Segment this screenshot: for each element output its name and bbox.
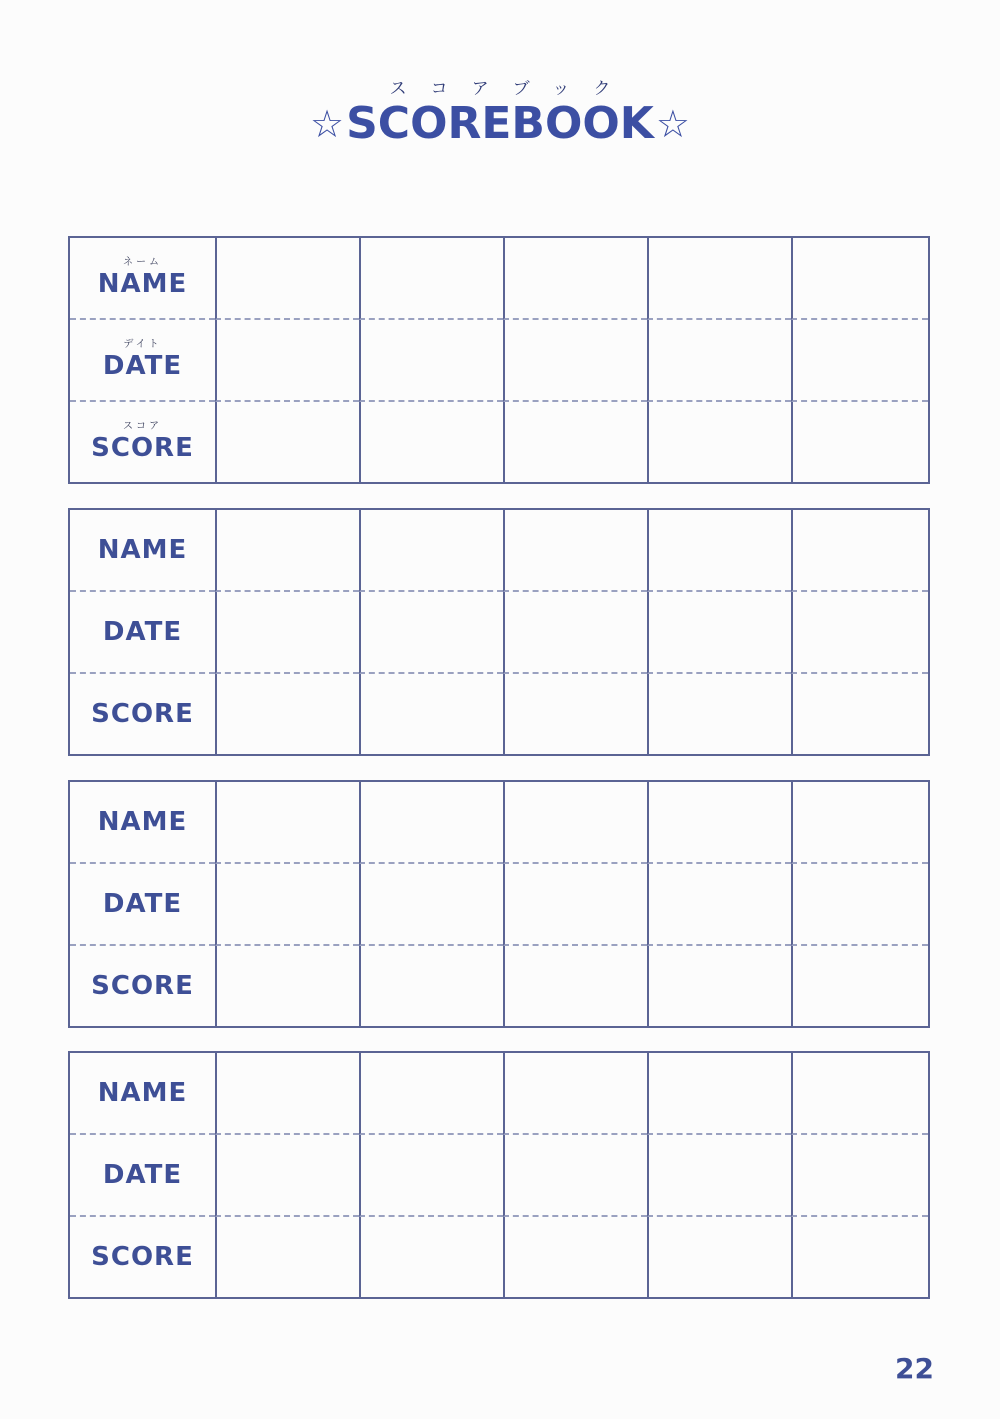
entry-cell	[215, 864, 359, 946]
entry-cell	[503, 674, 647, 754]
entry-cell	[215, 1053, 359, 1135]
entry-cell	[359, 1217, 503, 1297]
entry-cell	[647, 864, 791, 946]
entry-cell	[791, 1217, 928, 1297]
entry-cell	[791, 402, 928, 482]
score-table	[68, 1051, 930, 1299]
entry-cell	[215, 782, 359, 864]
row-label: DATE	[102, 617, 183, 647]
row-label-cell	[70, 782, 215, 864]
title-text: SCOREBOOK	[346, 98, 654, 149]
entry-cell	[791, 320, 928, 402]
row-label: SCORE	[91, 699, 194, 729]
row-label: NAME	[97, 807, 188, 837]
entry-cell	[215, 946, 359, 1026]
entry-cell	[503, 510, 647, 592]
label-furigana: デイト	[123, 339, 162, 350]
entry-cell	[503, 864, 647, 946]
entry-cell	[359, 864, 503, 946]
entry-cell	[647, 946, 791, 1026]
score-table	[68, 236, 930, 484]
entry-cell	[647, 674, 791, 754]
entry-cell	[503, 946, 647, 1026]
entry-cell	[791, 864, 928, 946]
entry-cell	[503, 592, 647, 674]
row-label-cell	[70, 1217, 215, 1297]
entry-cell	[215, 510, 359, 592]
entry-cell	[503, 1135, 647, 1217]
entry-cell	[359, 592, 503, 674]
entry-cell	[647, 510, 791, 592]
row-label: DATE	[102, 1160, 183, 1190]
row-label: NAME	[97, 1078, 188, 1108]
score-table	[68, 780, 930, 1028]
row-label-cell	[70, 320, 215, 402]
entry-cell	[791, 1053, 928, 1135]
entry-cell	[359, 238, 503, 320]
entry-cell	[215, 320, 359, 402]
row-label-cell	[70, 674, 215, 754]
entry-cell	[791, 238, 928, 320]
row-label-cell	[70, 402, 215, 482]
entry-cell	[359, 320, 503, 402]
entry-cell	[647, 320, 791, 402]
label-furigana: スコア	[123, 421, 162, 432]
entry-cell	[647, 1053, 791, 1135]
page-title	[308, 100, 692, 148]
entry-cell	[215, 1217, 359, 1297]
entry-cell	[359, 674, 503, 754]
entry-cell	[791, 782, 928, 864]
star-left-icon: ☆	[310, 102, 345, 146]
entry-cell	[215, 1135, 359, 1217]
entry-cell	[791, 592, 928, 674]
row-label: NAME	[97, 535, 188, 565]
entry-cell	[359, 510, 503, 592]
entry-cell	[503, 1053, 647, 1135]
row-label: DATE	[102, 351, 183, 381]
entry-cell	[215, 674, 359, 754]
score-table	[68, 508, 930, 756]
row-label-cell	[70, 592, 215, 674]
entry-cell	[359, 946, 503, 1026]
entry-cell	[647, 782, 791, 864]
row-label: SCORE	[91, 1242, 194, 1272]
label-furigana: ネーム	[123, 257, 162, 268]
row-label-cell	[70, 946, 215, 1026]
entry-cell	[503, 402, 647, 482]
entry-cell	[503, 782, 647, 864]
entry-cell	[503, 238, 647, 320]
entry-cell	[791, 1135, 928, 1217]
row-label-cell	[70, 864, 215, 946]
entry-cell	[503, 320, 647, 402]
page-header	[0, 78, 1000, 148]
entry-cell	[647, 1217, 791, 1297]
entry-cell	[647, 592, 791, 674]
entry-cell	[359, 402, 503, 482]
entry-cell	[359, 782, 503, 864]
row-label-cell	[70, 238, 215, 320]
entry-cell	[791, 946, 928, 1026]
row-label-cell	[70, 510, 215, 592]
row-label: NAME	[97, 269, 188, 299]
entry-cell	[359, 1135, 503, 1217]
row-label: DATE	[102, 889, 183, 919]
entry-cell	[647, 1135, 791, 1217]
row-label-cell	[70, 1135, 215, 1217]
entry-cell	[215, 592, 359, 674]
entry-cell	[791, 674, 928, 754]
page-number: 22	[895, 1352, 934, 1385]
row-label-cell	[70, 1053, 215, 1135]
row-label: SCORE	[91, 433, 194, 463]
entry-cell	[647, 402, 791, 482]
entry-cell	[215, 238, 359, 320]
row-label: SCORE	[91, 971, 194, 1001]
title-ruby: スコアブック	[389, 79, 635, 99]
star-right-icon: ☆	[655, 102, 690, 146]
entry-cell	[647, 238, 791, 320]
entry-cell	[503, 1217, 647, 1297]
entry-cell	[791, 510, 928, 592]
entry-cell	[359, 1053, 503, 1135]
entry-cell	[215, 402, 359, 482]
